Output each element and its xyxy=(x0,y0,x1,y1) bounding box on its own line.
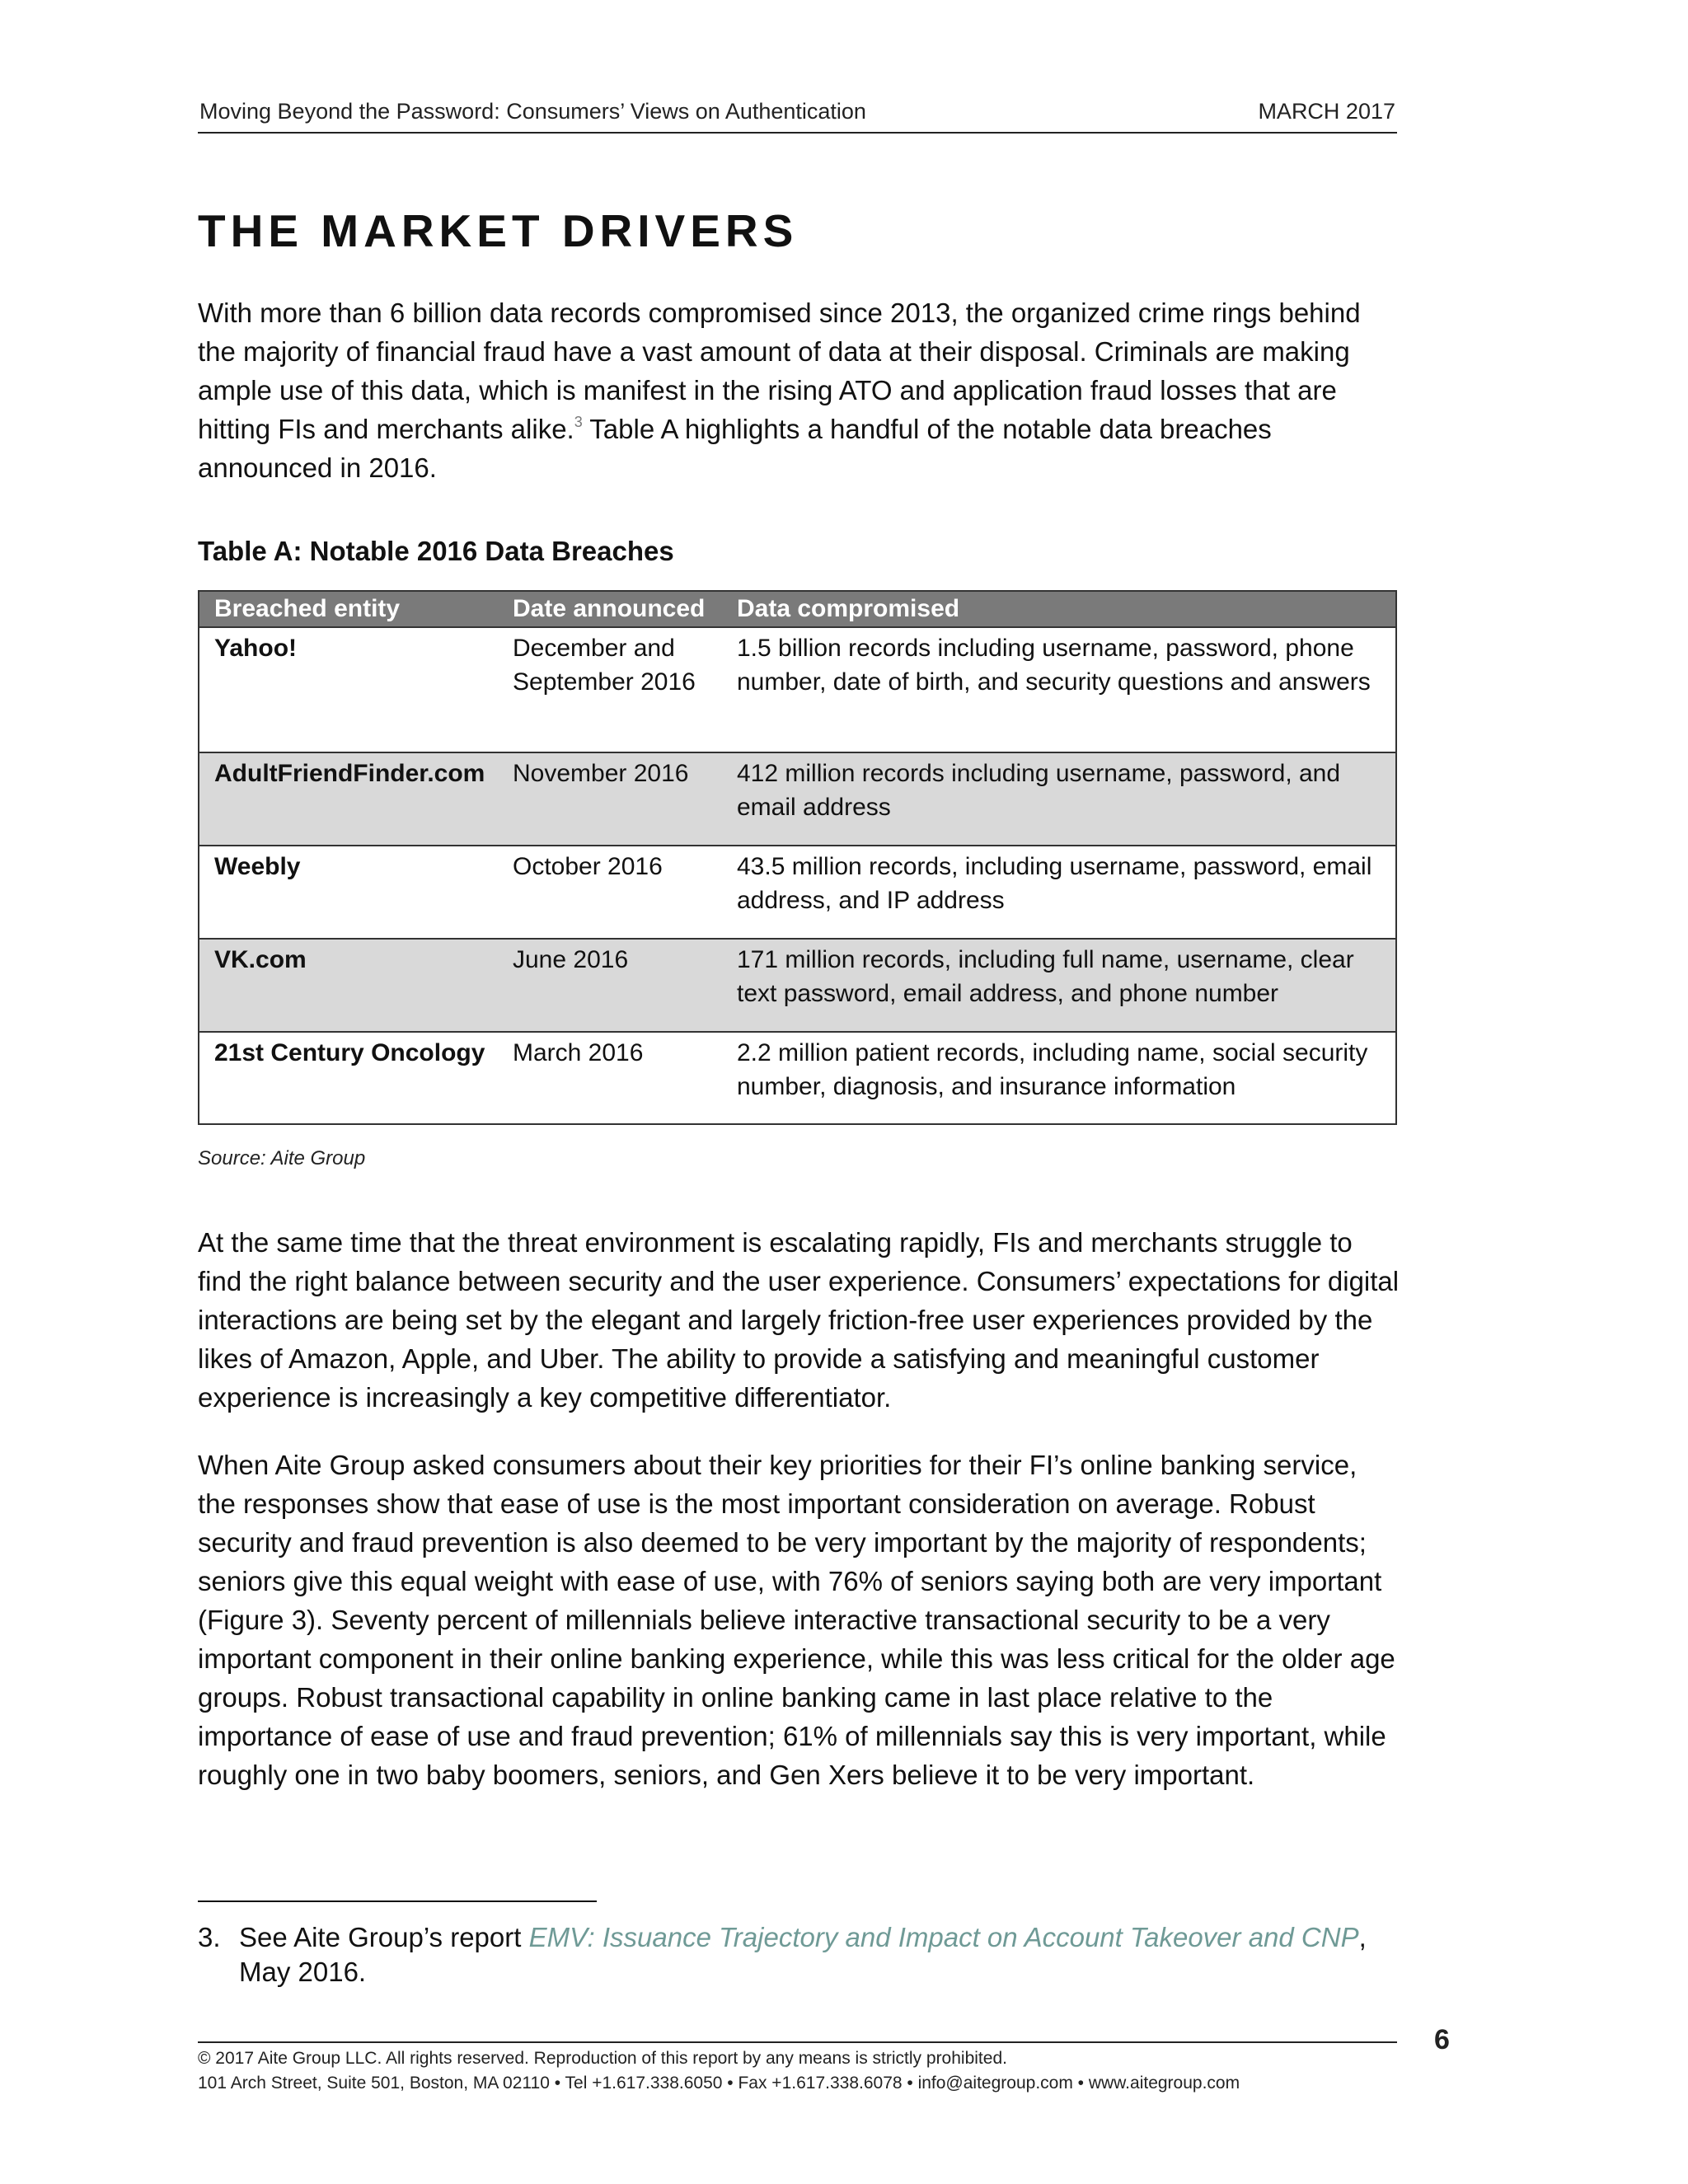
footnote-text xyxy=(239,1920,1393,1990)
col-header-data: Data compromised xyxy=(737,595,960,622)
table-row xyxy=(199,752,1395,845)
cell-date: March 2016 xyxy=(513,1039,644,1066)
footer-contact: 101 Arch Street, Suite 501, Boston, MA 02110 • Tel +1.617.338.6050 • Fax +1.617.338.6078 • info@aitegroup.com • www.aitegroup.com xyxy=(198,2074,1240,2093)
footer-rule xyxy=(198,2041,1397,2043)
footnote-separator xyxy=(198,1900,597,1902)
cell-data: 43.5 million records, including username, password, email address, and IP address xyxy=(737,853,1372,914)
intro-paragraph xyxy=(198,293,1401,487)
running-header xyxy=(198,99,1397,134)
cell-data: 412 million records including username, password, and email address xyxy=(737,760,1341,821)
table-header-row xyxy=(199,592,1395,626)
footer-copyright: © 2017 Aite Group LLC. All rights reserved. Reproduction of this report by any means is strictly prohibited. xyxy=(198,2049,1007,2068)
intro-text: With more than 6 billion data records compromised since 2013, the organized crime rings behind the majority of financial fraud have a vast amount of data at their disposal. Criminals are making ample use of this data, which is manifest in the rising ATO and application fraud losses that are hitting FIs and merchants alike. xyxy=(198,298,1361,444)
footnote-tail: , May 2016. xyxy=(239,1922,1367,1987)
header-title: Moving Beyond the Password: Consumers’ Views on Authentication xyxy=(199,99,866,124)
report-link[interactable]: EMV: Issuance Trajectory and Impact on Account Takeover and CNP xyxy=(528,1922,1359,1952)
cell-data: 171 million records, including full name, username, clear text password, email address, and phone number xyxy=(737,946,1354,1007)
table-caption: Table A: Notable 2016 Data Breaches xyxy=(198,536,674,566)
body-paragraph-3: When Aite Group asked consumers about their key priorities for their FI’s online banking service, the responses show that ease of use is the most important consideration on average. Robust security and fraud prevention is also deemed to be very important by the majority of respondents; seniors give this equal weight with ease of use, with 76% of seniors saying both are very important (Figure 3). Seventy percent of millennials believe interactive transactional security to be a very important component in their online banking experience, while this was less critical for the older age groups. Robust transactional capability in online banking came in last place relative to the importance of ease of use and fraud prevention; 61% of millennials say this is very important, while roughly one in two baby boomers, seniors, and Gen Xers believe it to be very important. xyxy=(198,1450,1395,1790)
section-title: THE MARKET DRIVERS xyxy=(198,205,799,256)
table-row xyxy=(199,1031,1395,1123)
table-row xyxy=(199,626,1395,752)
cell-date: June 2016 xyxy=(513,946,629,973)
cell-date: October 2016 xyxy=(513,853,663,880)
table-source: Source: Aite Group xyxy=(198,1147,366,1169)
cell-entity: Weebly xyxy=(214,853,301,880)
col-header-entity: Breached entity xyxy=(214,595,401,622)
header-date: MARCH 2017 xyxy=(1258,99,1395,124)
breaches-table xyxy=(198,590,1397,1125)
col-header-date: Date announced xyxy=(513,595,706,622)
cell-data: 1.5 billion records including username, password, phone number, date of birth, and security questions and answers xyxy=(737,635,1371,696)
cell-data: 2.2 million patient records, including name, social security number, diagnosis, and insurance information xyxy=(737,1039,1368,1100)
table-row xyxy=(199,845,1395,938)
cell-entity: AdultFriendFinder.com xyxy=(214,760,485,787)
footnote-lead: See Aite Group’s report xyxy=(239,1922,529,1952)
footnote-ref-3[interactable]: 3 xyxy=(574,414,583,430)
cell-date: November 2016 xyxy=(513,760,689,787)
page-number: 6 xyxy=(1434,2024,1450,2055)
intro-text-continued: Table A highlights a handful of the notable data breaches announced in 2016. xyxy=(198,414,1272,483)
cell-date: December and September 2016 xyxy=(513,635,696,696)
cell-entity: 21st Century Oncology xyxy=(214,1039,485,1066)
footnote-number: 3. xyxy=(198,1922,221,1952)
table-row xyxy=(199,938,1395,1031)
cell-entity: VK.com xyxy=(214,946,307,973)
cell-entity: Yahoo! xyxy=(214,635,298,662)
body-paragraph-2: At the same time that the threat environment is escalating rapidly, FIs and merchants struggle to find the right balance between security and the user experience. Consumers’ expectations for digital interactions are being set by the elegant and largely friction-free user experiences provided by the likes of Amazon, Apple, and Uber. The ability to provide a satisfying and meaningful customer experience is increasingly a key competitive differentiator. xyxy=(198,1227,1400,1413)
